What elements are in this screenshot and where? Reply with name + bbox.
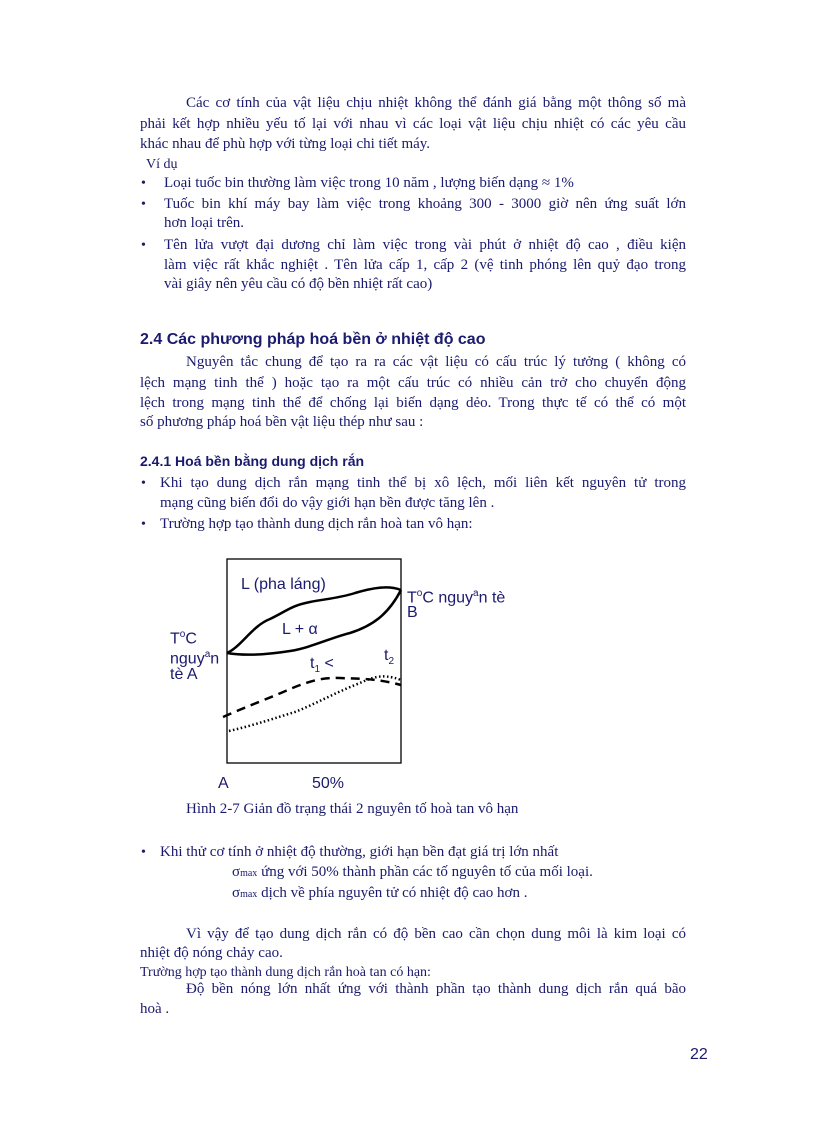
right-temperature-label: $T^oC$ nguy$^a$n tè — [407, 588, 506, 607]
section-2-4-line-1: Nguyên tắc chung để tạo ra ra các vật liệu có cấu trúc lý tưởng ( không có — [186, 354, 686, 370]
bullet-icon: • — [141, 176, 146, 191]
two-phase-label: L + α — [282, 621, 318, 638]
figure-caption: Hình 2-7 Giản đồ trạng thái 2 nguyên tố hoà tan vô hạn — [186, 801, 519, 817]
bullet-icon: • — [141, 845, 146, 860]
example-bullet-2-line-1: Tuốc bin khí máy bay làm việc trong khoảng 300 - 3000 giờ nên ứng suất lớn — [164, 196, 686, 212]
section-2-4-1-title: 2.4.1 Hoá bền bằng dung dịch rắn — [140, 453, 365, 469]
strength-bullet: Khi thử cơ tính ở nhiệt độ thường, giới hạn bền đạt giá trị lớn nhất — [160, 844, 559, 860]
page-number: 22 — [690, 1046, 708, 1063]
example-bullet-3-line-3: vài giây nên yêu cầu có độ bền nhiệt rất cao) — [164, 276, 433, 292]
example-label: Ví dụ — [146, 157, 178, 172]
bullet-icon: • — [141, 517, 146, 532]
left-element-label: nguy$^a$n — [170, 649, 220, 668]
sigma-line-1: σmax ứng với 50% thành phần các tố nguyên tố của mối loại. — [232, 864, 593, 880]
solid-solution-bullet-1-line-1: Khi tạo dung dịch rắn mạng tinh thể bị xô lệch, mối liên kết nguyên tử trong — [160, 475, 686, 491]
section-2-4-title: 2.4 Các phương pháp hoá bền ở nhiệt độ cao — [140, 331, 486, 348]
intro-line-2: phải kết hợp nhiều yếu tố lại với nhau vì các loại vật liệu chịu nhiệt có các yêu cầu — [140, 116, 686, 132]
closing-line-2: nhiệt độ nóng chảy cao. — [140, 945, 283, 961]
intro-line-1: Các cơ tính của vật liệu chịu nhiệt không thể đánh giá bằng một thông số mà — [186, 95, 686, 111]
example-bullet-1: Loại tuốc bin thường làm việc trong 10 năm , lượng biến dạng ≈ 1% — [164, 175, 574, 191]
liquid-phase-label: L (pha láng) — [241, 576, 326, 593]
t1-label: $t_1$ < — [310, 655, 334, 676]
solid-solution-bullet-1-line-2: mạng cũng biến đổi do vậy giới hạn bền được tăng lên . — [160, 495, 495, 511]
example-bullet-3-line-2: làm việc rất khắc nghiệt . Tên lửa cấp 1, cấp 2 (vệ tinh phóng lên quỷ đạo trong — [164, 257, 686, 273]
closing-line-3: Trường hợp tạo thành dung dịch rắn hoà tan có hạn: — [140, 965, 431, 980]
left-element-name: tè A — [170, 666, 198, 683]
right-element-name: B — [407, 604, 418, 621]
bullet-icon: • — [141, 197, 146, 212]
left-temperature-label: $T^oC$ — [170, 629, 197, 648]
closing-line-1: Vì vậy để tạo dung dịch rắn có độ bền cao cần chọn dung môi là kim loại có — [186, 926, 686, 942]
example-bullet-3-line-1: Tên lửa vượt đại dương chỉ làm việc trong vài phút ở nhiệt độ cao , điều kiện — [164, 237, 686, 253]
x-axis-left-label: A — [218, 775, 229, 792]
section-2-4-line-3: lệch trong mạng tinh thể để chống lại biến dạng dẻo. Trong thực tế có thể có một — [140, 395, 686, 411]
right-element-clip — [407, 603, 467, 621]
strength-curve-t1 — [223, 678, 401, 717]
bullet-icon: • — [141, 238, 146, 253]
intro-line-3: khác nhau để phù hợp với từng loại chi tiết máy. — [140, 136, 431, 152]
section-2-4-line-4: số phương pháp hoá bền vật liệu thép như sau : — [140, 414, 424, 430]
section-2-4-line-2: lệch mạng tinh thể ) hoặc tạo ra một cấu trúc có nhiều cản trở cho chuyển động — [140, 375, 686, 391]
x-axis-mid-label: 50% — [312, 775, 345, 792]
sigma-line-2: σmax dịch về phía nguyên tử có nhiệt độ cao hơn . — [232, 885, 528, 901]
closing-line-4: Độ bền nóng lớn nhất ứng với thành phần tạo thành dung dịch rắn quá bão — [186, 981, 686, 997]
closing-line-5: hoà . — [140, 1001, 170, 1017]
t2-label: $t_2$ — [384, 647, 395, 668]
bullet-icon: • — [141, 476, 146, 491]
solid-solution-bullet-2: Trường hợp tạo thành dung dịch rắn hoà tan vô hạn: — [160, 516, 473, 532]
example-bullet-2-line-2: hơn loại trên. — [164, 215, 244, 231]
